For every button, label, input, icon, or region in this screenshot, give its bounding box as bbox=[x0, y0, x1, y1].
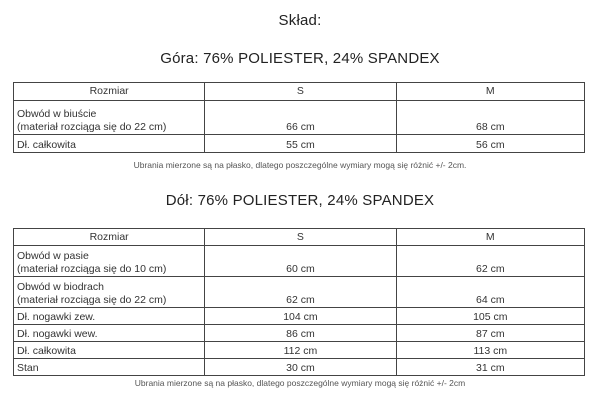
table-row bbox=[14, 325, 585, 342]
table-row bbox=[14, 342, 585, 359]
top-size-table bbox=[13, 82, 585, 153]
table-row bbox=[14, 277, 585, 308]
measurement-note: Ubrania mierzone są na płasko, dlatego poszczególne wymiary mogą się różnić +/- 2cm. bbox=[133, 160, 467, 170]
value-m: 113 cm bbox=[396, 342, 584, 359]
table-row bbox=[14, 135, 585, 153]
row-label-line: Obwód w pasie bbox=[17, 250, 89, 262]
table-row bbox=[14, 101, 585, 135]
table-header-row bbox=[14, 83, 585, 101]
value-m: 64 cm bbox=[396, 277, 584, 308]
value-m: 62 cm bbox=[396, 246, 584, 277]
header-s: S bbox=[205, 83, 396, 101]
measurement-note: Ubrania mierzone są na płasko, dlatego poszczególne wymiary mogą się różnić +/- 2cm bbox=[134, 378, 466, 388]
value-s: 112 cm bbox=[205, 342, 396, 359]
row-label-line: Obwód w biodrach bbox=[17, 281, 104, 293]
header-m: M bbox=[396, 83, 584, 101]
value-m: 105 cm bbox=[396, 308, 584, 325]
bottom-size-table bbox=[13, 228, 585, 376]
value-m: 87 cm bbox=[396, 325, 584, 342]
value-s: 55 cm bbox=[205, 135, 396, 153]
row-label-line: Obwód w biuście bbox=[17, 108, 97, 120]
value-m: 56 cm bbox=[396, 135, 584, 153]
table-row bbox=[14, 308, 585, 325]
value-s: 30 cm bbox=[205, 359, 396, 376]
value-s: 60 cm bbox=[205, 246, 396, 277]
value-m: 68 cm bbox=[396, 101, 584, 135]
row-label bbox=[14, 101, 205, 135]
row-label-line: (materiał rozciąga się do 22 cm) bbox=[17, 121, 167, 133]
table-header-row bbox=[14, 229, 585, 246]
header-size: Rozmiar bbox=[14, 83, 205, 101]
page-heading: Skład: bbox=[278, 12, 322, 29]
table-row bbox=[14, 246, 585, 277]
value-s: 86 cm bbox=[205, 325, 396, 342]
row-label: Dł. całkowita bbox=[14, 342, 205, 359]
value-s: 104 cm bbox=[205, 308, 396, 325]
row-label: Dł. nogawki wew. bbox=[14, 325, 205, 342]
row-label: Stan bbox=[14, 359, 205, 376]
row-label bbox=[14, 277, 205, 308]
row-label: Dł. całkowita bbox=[14, 135, 205, 153]
bottom-composition-title: Dół: 76% POLIESTER, 24% SPANDEX bbox=[165, 192, 435, 209]
header-s: S bbox=[205, 229, 396, 246]
row-label bbox=[14, 246, 205, 277]
value-s: 62 cm bbox=[205, 277, 396, 308]
top-composition-title: Góra: 76% POLIESTER, 24% SPANDEX bbox=[160, 50, 440, 67]
row-label: Dł. nogawki zew. bbox=[14, 308, 205, 325]
table-row bbox=[14, 359, 585, 376]
value-m: 31 cm bbox=[396, 359, 584, 376]
header-size: Rozmiar bbox=[14, 229, 205, 246]
row-label-line: (materiał rozciąga się do 22 cm) bbox=[17, 294, 167, 306]
header-m: M bbox=[396, 229, 584, 246]
row-label-line: (materiał rozciąga się do 10 cm) bbox=[17, 263, 167, 275]
value-s: 66 cm bbox=[205, 101, 396, 135]
